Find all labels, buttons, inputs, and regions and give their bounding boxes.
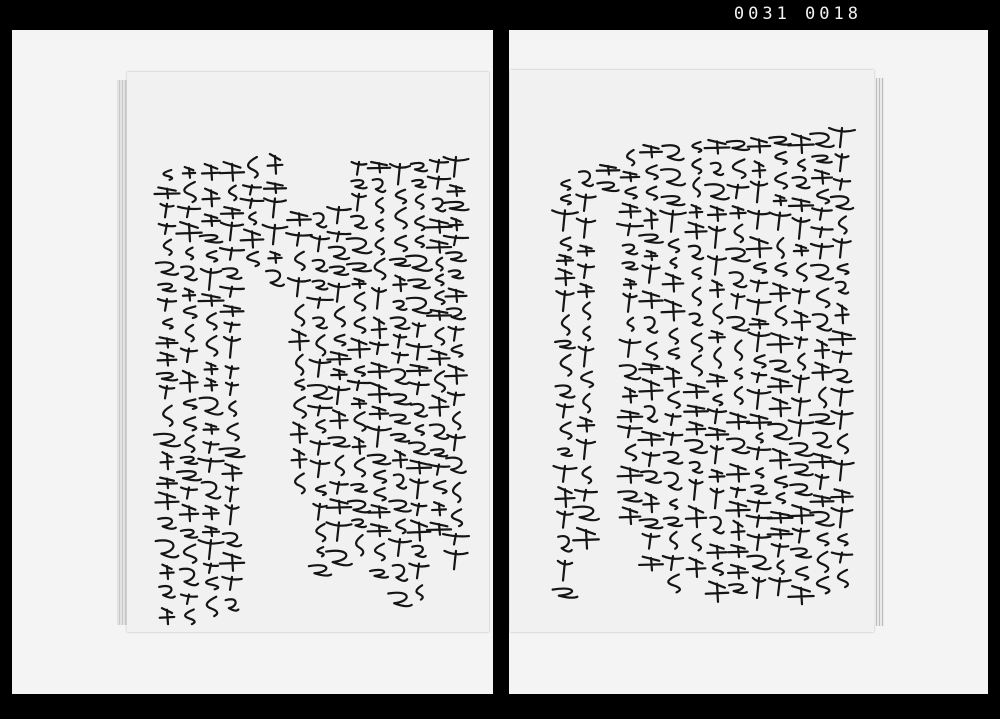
handwritten-column (829, 128, 855, 587)
handwritten-column (597, 165, 620, 191)
handwritten-column (617, 150, 643, 524)
handwritten-column (638, 145, 663, 570)
right-page-edges (874, 78, 884, 626)
handwritten-column (176, 167, 201, 624)
handwritten-column (810, 133, 835, 593)
handwritten-column (367, 162, 391, 578)
handwritten-column (219, 162, 244, 611)
handwritten-column (552, 180, 578, 598)
handwritten-column (573, 171, 599, 548)
handwritten-column (747, 138, 772, 598)
right-page-handwriting (510, 70, 874, 632)
handwritten-column (154, 170, 180, 624)
book-gutter (493, 30, 509, 694)
handwritten-column (286, 212, 312, 493)
handwritten-column (388, 164, 411, 606)
left-page-handwriting (127, 72, 489, 632)
handwritten-column (660, 145, 686, 592)
handwritten-column (726, 141, 750, 593)
handwritten-column (684, 142, 708, 577)
handwritten-column (263, 154, 288, 286)
handwritten-column (326, 207, 352, 565)
handwritten-column (705, 140, 730, 602)
microfilm-frame-number: 0031 0018 (733, 4, 862, 24)
left-page-edges (117, 80, 127, 625)
handwritten-column (443, 157, 469, 569)
